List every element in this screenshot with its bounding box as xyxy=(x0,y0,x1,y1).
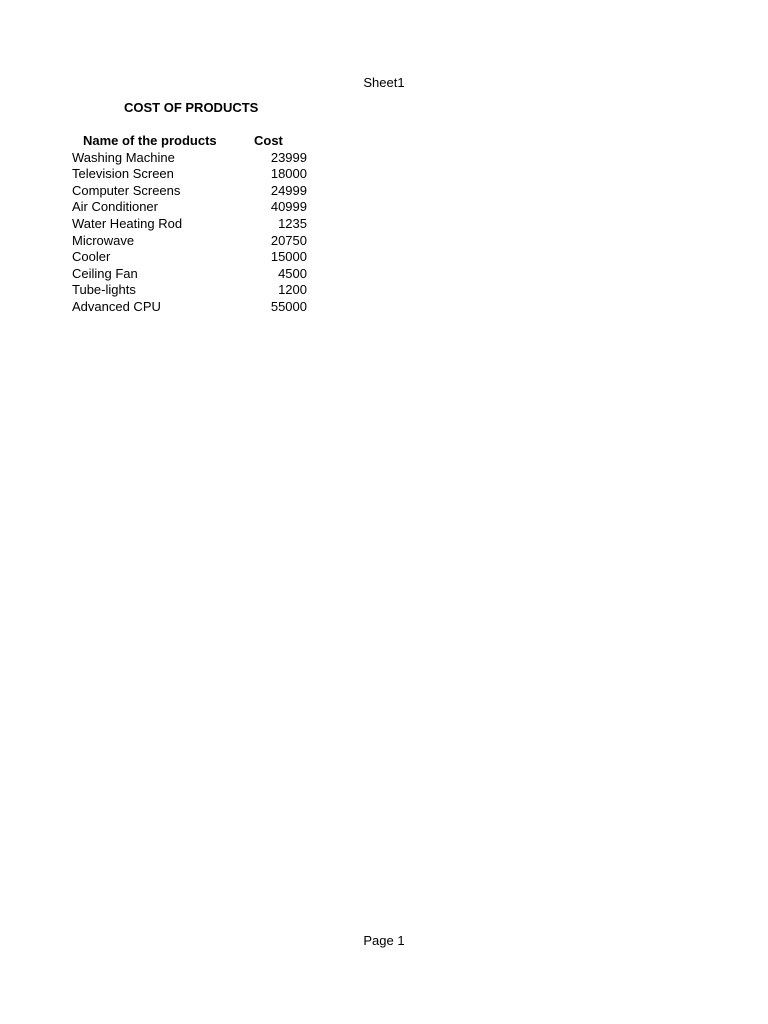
product-name-cell: Air Conditioner xyxy=(72,199,158,215)
table-row xyxy=(72,199,312,216)
table-row xyxy=(72,233,312,250)
column-header-cost: Cost xyxy=(254,133,283,148)
product-name-cell: Tube-lights xyxy=(72,282,136,298)
column-header-name: Name of the products xyxy=(83,133,217,148)
table-row xyxy=(72,249,312,266)
table-row xyxy=(72,166,312,183)
product-cost-cell: 23999 xyxy=(270,149,307,165)
table-row xyxy=(72,266,312,283)
table-row xyxy=(72,216,312,233)
page-number-footer: Page 1 xyxy=(363,933,405,948)
product-cost-cell: 40999 xyxy=(270,199,307,215)
product-name-cell: Television Screen xyxy=(72,166,174,182)
product-cost-cell: 1235 xyxy=(278,215,307,231)
table-row xyxy=(72,299,312,316)
product-cost-cell: 24999 xyxy=(270,182,307,198)
product-name-cell: Cooler xyxy=(72,249,111,265)
products-table xyxy=(72,133,312,316)
product-cost-cell: 1200 xyxy=(278,282,307,298)
document-title: COST OF PRODUCTS xyxy=(124,100,259,115)
product-name-cell: Microwave xyxy=(72,232,135,248)
product-cost-cell: 55000 xyxy=(270,298,307,314)
table-row xyxy=(72,150,312,167)
product-name-cell: Water Heating Rod xyxy=(72,215,183,231)
product-cost-cell: 18000 xyxy=(270,166,307,182)
product-cost-cell: 15000 xyxy=(270,249,307,265)
table-row xyxy=(72,183,312,200)
product-name-cell: Washing Machine xyxy=(72,149,175,165)
table-header-row xyxy=(72,133,312,150)
product-cost-cell: 4500 xyxy=(278,265,307,281)
product-name-cell: Computer Screens xyxy=(72,182,181,198)
table-row xyxy=(72,282,312,299)
sheet-name-header: Sheet1 xyxy=(363,75,405,90)
product-name-cell: Ceiling Fan xyxy=(72,265,138,281)
product-cost-cell: 20750 xyxy=(270,232,307,248)
product-name-cell: Advanced CPU xyxy=(72,298,161,314)
